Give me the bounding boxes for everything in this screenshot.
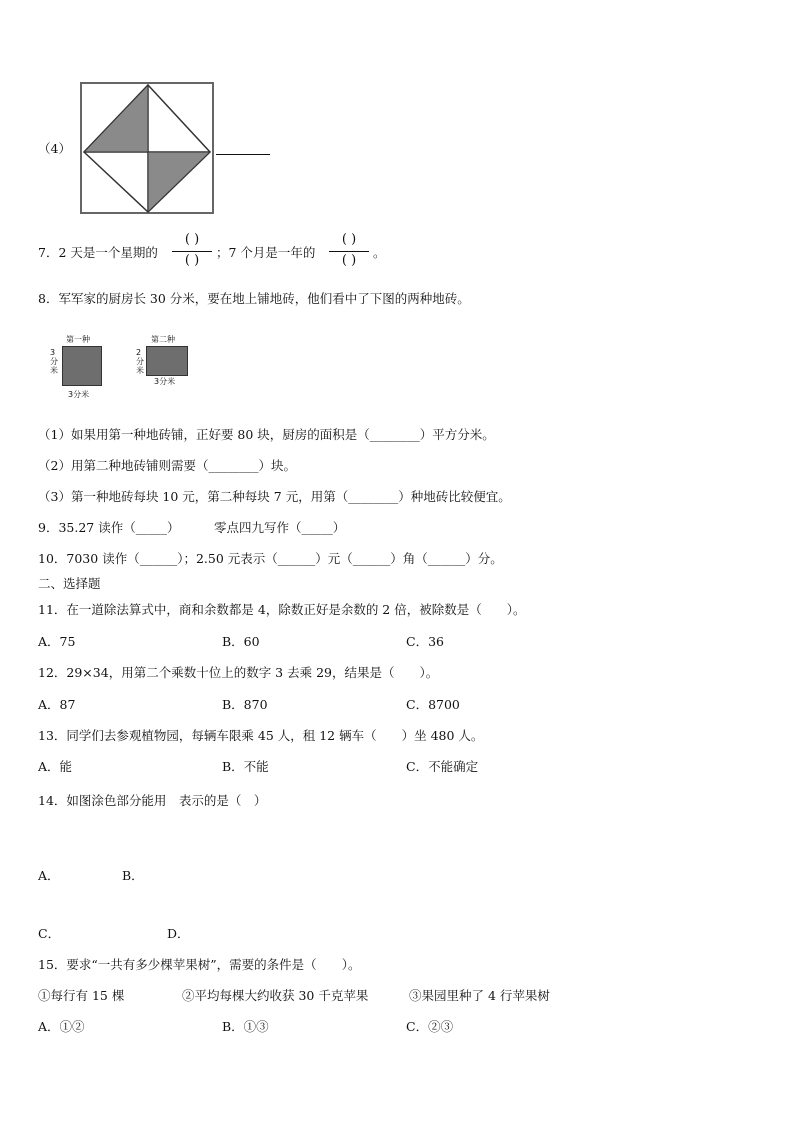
tile2-side-label: 2分米 xyxy=(136,348,144,375)
tile2-bottom-label: 3分米 xyxy=(154,377,176,386)
q15-condition-1: ①每行有 15 棵 xyxy=(38,988,125,1003)
q12-stem: 12．29×34，用第二个乘数十位上的数字 3 去乘 29，结果是（ ）。 xyxy=(38,665,439,680)
q11-option-c[interactable]: C．36 xyxy=(406,634,444,649)
q9-part-b: 零点四九写作（_____） xyxy=(214,520,346,535)
q11-option-b[interactable]: B．60 xyxy=(222,634,260,649)
q12-option-c[interactable]: C．8700 xyxy=(406,697,460,712)
tile1-square xyxy=(62,346,102,386)
q7-frac2-numerator: ( ) xyxy=(341,232,357,247)
q8-sub1: （1）如果用第一种地砖铺，正好要 80 块，厨房的面积是（________）平方分米。 xyxy=(38,427,495,442)
fraction-bar xyxy=(172,251,212,252)
q8-stem: 8．军军家的厨房长 30 分米，要在地上铺地砖，他们看中了下图的两种地砖。 xyxy=(38,291,470,306)
q12-option-b[interactable]: B．870 xyxy=(222,697,268,712)
q13-option-c[interactable]: C．不能确定 xyxy=(406,759,479,774)
q14-option-d[interactable]: D． xyxy=(167,926,190,941)
q14-option-a[interactable]: A． xyxy=(38,868,60,883)
q7-text-1: 7．2 天是一个星期的 xyxy=(38,245,158,260)
q15-option-b[interactable]: B．①③ xyxy=(222,1019,269,1034)
q14-stem: 14．如图涂色部分能用 表示的是（ ） xyxy=(38,793,267,808)
q11-stem: 11．在一道除法算式中，商和余数都是 4，除数正好是余数的 2 倍，被除数是（ ）。 xyxy=(38,602,526,617)
q6-part4-answer-line[interactable] xyxy=(216,154,270,155)
q6-part4-label: （4） xyxy=(38,141,71,156)
q7-text-2: ；7 个月是一年的 xyxy=(216,245,316,260)
q11-option-a[interactable]: A．75 xyxy=(38,634,76,649)
q15-condition-3: ③果园里种了 4 行苹果树 xyxy=(409,988,550,1003)
q10-text: 10．7030 读作（______）；2.50 元表示（______）元（______）角（______）分。 xyxy=(38,551,503,566)
q7-fraction-blank-2[interactable] xyxy=(327,232,371,272)
tile2-title: 第二种 xyxy=(151,335,175,344)
q7-text-3: 。 xyxy=(373,245,386,260)
q15-option-a[interactable]: A．①② xyxy=(38,1019,85,1034)
q7-frac1-denominator: ( ) xyxy=(184,253,200,268)
q7-frac1-numerator: ( ) xyxy=(184,232,200,247)
q9-part-a: 9．35.27 读作（_____） xyxy=(38,520,180,535)
q13-option-b[interactable]: B．不能 xyxy=(222,759,269,774)
q14-option-c[interactable]: C． xyxy=(38,926,61,941)
q13-stem: 13．同学们去参观植物园，每辆车限乘 45 人，租 12 辆车（ ）坐 480 人。 xyxy=(38,728,484,743)
q15-stem: 15．要求“一共有多少棵苹果树”，需要的条件是（ ）。 xyxy=(38,957,361,972)
q15-option-c[interactable]: C．②③ xyxy=(406,1019,454,1034)
q7-fraction-blank-1[interactable] xyxy=(170,232,214,272)
tile2-rectangle xyxy=(146,346,188,376)
section-title: 二、选择题 xyxy=(38,576,101,591)
tile1-side-label: 3分米 xyxy=(50,348,58,375)
tile1-title: 第一种 xyxy=(66,335,90,344)
q14-option-b[interactable]: B． xyxy=(122,868,144,883)
q15-condition-2: ②平均每棵大约收获 30 千克苹果 xyxy=(182,988,369,1003)
square-diamond-figure xyxy=(78,80,216,216)
fraction-bar xyxy=(329,251,369,252)
q13-option-a[interactable]: A．能 xyxy=(38,759,73,774)
tile1-bottom-label: 3分米 xyxy=(68,390,90,399)
q12-option-a[interactable]: A．87 xyxy=(38,697,76,712)
q7-frac2-denominator: ( ) xyxy=(341,253,357,268)
q8-sub3: （3）第一种地砖每块 10 元，第二种每块 7 元，用第（________）种地砖比较便宜。 xyxy=(38,489,511,504)
q8-sub2: （2）用第二种地砖铺则需要（________）块。 xyxy=(38,458,296,473)
